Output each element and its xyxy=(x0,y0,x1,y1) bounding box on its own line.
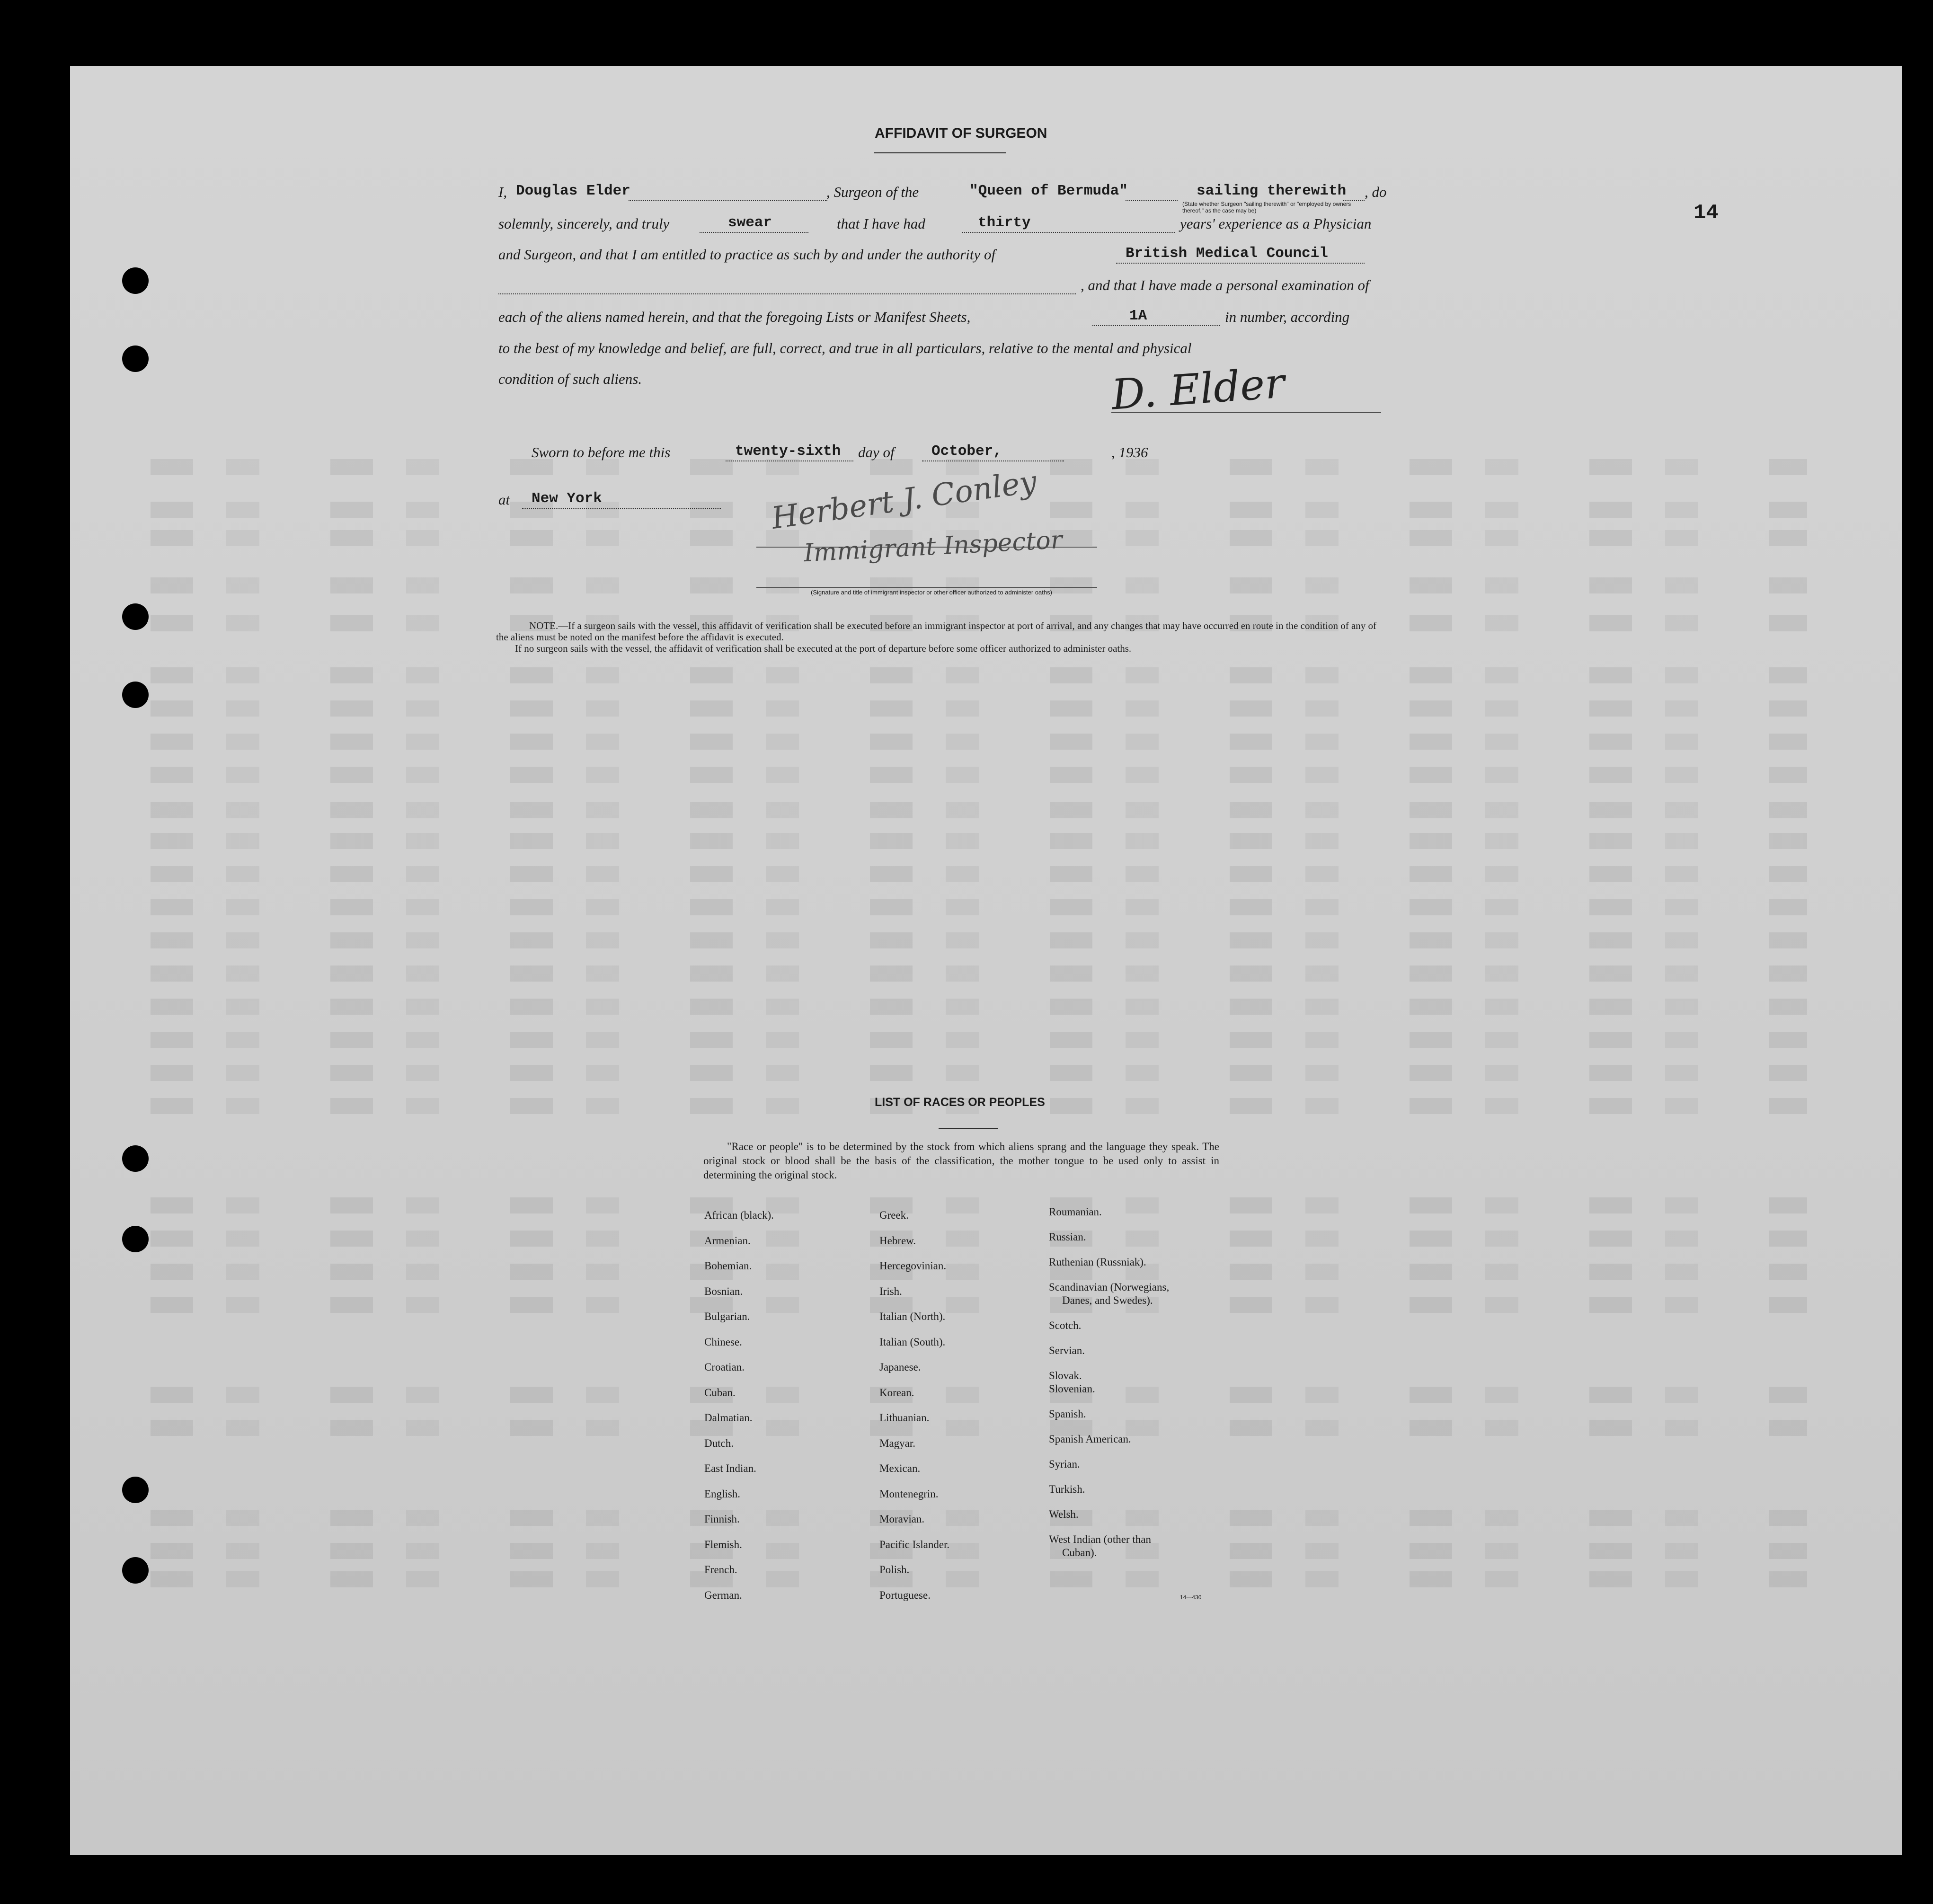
fill-line xyxy=(1126,200,1178,201)
fill-line xyxy=(629,200,827,201)
race-item: Scandinavian (Norwegians, xyxy=(1049,1281,1170,1293)
race-item: Montenegrin. xyxy=(879,1488,939,1500)
bleed-through-row xyxy=(151,667,1807,683)
race-item: Portuguese. xyxy=(879,1589,931,1601)
sworn-day: twenty-sixth xyxy=(735,443,841,460)
punch-hole xyxy=(122,682,149,708)
surgeon-name: Douglas Elder xyxy=(516,183,630,199)
inspector-signature: Herbert J. Conley xyxy=(769,464,1039,536)
race-item: Italian (South). xyxy=(879,1336,946,1348)
bleed-through-row xyxy=(151,1231,1807,1247)
sheet-count: 1A xyxy=(1129,308,1147,324)
inspector-line-2 xyxy=(756,587,1097,588)
title-rule xyxy=(874,152,1006,153)
race-item: English. xyxy=(704,1488,741,1500)
bleed-through-row xyxy=(151,1571,1807,1587)
race-item: Danes, and Swedes). xyxy=(1062,1294,1153,1306)
text-at: at xyxy=(498,491,510,508)
sworn-place: New York xyxy=(532,490,602,507)
race-item: French. xyxy=(704,1564,737,1576)
authority-name: British Medical Council xyxy=(1126,245,1328,262)
race-item: Moravian. xyxy=(879,1513,925,1525)
punch-hole xyxy=(122,345,149,372)
race-item: Scotch. xyxy=(1049,1320,1082,1331)
signature-line xyxy=(1111,412,1381,413)
bleed-through-row xyxy=(151,1387,1807,1403)
race-item: Turkish. xyxy=(1049,1483,1085,1495)
bleed-through-row xyxy=(151,932,1807,948)
text-condition: condition of such aliens. xyxy=(498,371,642,387)
bleed-through-row xyxy=(151,999,1807,1015)
bleed-through-row xyxy=(151,965,1807,982)
bleed-through-row xyxy=(151,767,1807,783)
race-item: Magyar. xyxy=(879,1437,916,1449)
punch-hole xyxy=(122,267,149,294)
race-item: Bohemian. xyxy=(704,1260,752,1272)
inspector-title: Immigrant Inspector xyxy=(803,525,1064,568)
race-item: Cuban). xyxy=(1062,1547,1097,1559)
text-surgeon-of: , Surgeon of the xyxy=(826,184,919,200)
race-item: Bulgarian. xyxy=(704,1311,750,1322)
text-sworn: Sworn to before me this xyxy=(532,444,671,461)
ship-name: "Queen of Bermuda" xyxy=(969,183,1128,199)
race-item: East Indian. xyxy=(704,1462,756,1474)
race-item: African (black). xyxy=(704,1209,774,1221)
note-paragraph-2: If no surgeon sails with the vessel, the affidavit of verification shall be executed at the port of departure before some officer authorized to administer oaths. xyxy=(515,643,1132,654)
note-paragraph-1: NOTE.—If a surgeon sails with the vessel, this affidavit of verification shall be executed before an immigrant inspector at port of arrival, and any changes that may have occurred en route in the condition of any of the aliens must be noted on the manifest before the affidavit is executed. xyxy=(496,620,1377,643)
text-years-experience: years' experience as a Physician xyxy=(1180,215,1372,232)
text-have-had: that I have had xyxy=(837,215,925,232)
race-item: Korean. xyxy=(879,1386,914,1399)
race-item: Finnish. xyxy=(704,1513,740,1525)
bleed-through-row xyxy=(151,700,1807,717)
race-item: Dutch. xyxy=(704,1437,734,1449)
race-item: Cuban. xyxy=(704,1386,736,1399)
sworn-month: October, xyxy=(931,443,1002,460)
race-item: Hebrew. xyxy=(879,1234,916,1247)
page-number: 14 xyxy=(1694,201,1719,225)
bleed-through-row xyxy=(151,802,1807,818)
race-item: Slovenian. xyxy=(1049,1383,1095,1395)
sworn-year: , 1936 xyxy=(1111,444,1148,461)
race-item: Roumanian. xyxy=(1049,1206,1102,1218)
text-personal-exam: , and that I have made a personal examination of xyxy=(1081,277,1369,293)
fill-line xyxy=(498,293,1076,294)
bleed-through-row xyxy=(151,1065,1807,1081)
races-title: LIST OF RACES OR PEOPLES xyxy=(875,1096,1045,1109)
race-item: Servian. xyxy=(1049,1345,1085,1356)
punch-hole xyxy=(122,603,149,630)
text-best-knowledge: to the best of my knowledge and belief, are full, correct, and true in all particulars, relative to the mental and physical xyxy=(498,340,1192,356)
punch-hole xyxy=(122,1145,149,1172)
race-item: West Indian (other than xyxy=(1049,1533,1151,1545)
race-item: Slovak. xyxy=(1049,1370,1082,1382)
race-item: Ruthenian (Russniak). xyxy=(1049,1256,1146,1268)
surgeon-signature: D. Elder xyxy=(1109,358,1286,419)
race-item: Hercegovinian. xyxy=(879,1260,947,1272)
years-experience: thirty xyxy=(978,214,1031,231)
race-item: Japanese. xyxy=(879,1361,921,1373)
race-item: Lithuanian. xyxy=(879,1412,930,1424)
punch-hole xyxy=(122,1477,149,1503)
bleed-through-row xyxy=(151,1264,1807,1280)
race-item: Russian. xyxy=(1049,1231,1086,1243)
sailing-status: sailing therewith xyxy=(1197,183,1347,199)
form-code: 14—430 xyxy=(1180,1594,1202,1601)
punch-hole xyxy=(122,1226,149,1252)
race-item: Bosnian. xyxy=(704,1285,743,1297)
affidavit-title: AFFIDAVIT OF SURGEON xyxy=(875,125,1047,141)
race-item: Mexican. xyxy=(879,1462,921,1474)
bleed-through-row xyxy=(151,734,1807,750)
race-item: Irish. xyxy=(879,1285,902,1297)
punch-hole xyxy=(122,1557,149,1584)
text-in-number: in number, according xyxy=(1225,309,1350,325)
races-intro: "Race or people" is to be determined by the stock from which aliens sprang and the language they speak. The original stock or blood shall be the basis of the classification, the mother tongue to be used only to assist in determining the original stock. xyxy=(703,1141,1219,1181)
bleed-through-row xyxy=(151,1543,1807,1559)
fill-line xyxy=(522,508,721,509)
race-item: Pacific Islander. xyxy=(879,1538,950,1550)
bleed-through-row xyxy=(151,1032,1807,1048)
bleed-through-row xyxy=(151,1510,1807,1526)
race-item: Flemish. xyxy=(704,1538,742,1550)
text-and-surgeon: and Surgeon, and that I am entitled to practice as such by and under the authority of xyxy=(498,246,996,263)
manifest-sheet xyxy=(70,66,1902,1855)
fill-line xyxy=(700,232,808,233)
bleed-through-row xyxy=(151,1197,1807,1213)
race-item: Greek. xyxy=(879,1209,909,1221)
race-item: Armenian. xyxy=(704,1234,751,1247)
text-do: , do xyxy=(1365,184,1387,200)
race-item: Spanish American. xyxy=(1049,1433,1131,1445)
race-item: Italian (North). xyxy=(879,1311,946,1322)
race-item: Welsh. xyxy=(1049,1508,1079,1520)
text-solemnly: solemnly, sincerely, and truly xyxy=(498,215,670,232)
race-item: Syrian. xyxy=(1049,1458,1080,1470)
race-item: Chinese. xyxy=(704,1336,742,1348)
bleed-through-row xyxy=(151,899,1807,915)
fill-line xyxy=(1092,325,1220,326)
race-item: Croatian. xyxy=(704,1361,745,1373)
text-day-of: day of xyxy=(858,444,895,461)
bleed-through-row xyxy=(151,1420,1807,1436)
fill-line xyxy=(1116,263,1365,264)
race-item: Polish. xyxy=(879,1564,910,1576)
race-item: Dalmatian. xyxy=(704,1412,753,1424)
fill-line xyxy=(962,232,1175,233)
bleed-through-row xyxy=(151,1297,1807,1313)
sailing-note: (State whether Surgeon "sailing therewith" or "employed by owners thereof," as the case may be) xyxy=(1182,201,1351,214)
inspector-caption: (Signature and title of immigrant inspector or other officer authorized to administer oaths) xyxy=(811,589,1052,596)
races-rule xyxy=(939,1128,998,1129)
bleed-through-row xyxy=(151,833,1807,849)
text-each-alien: each of the aliens named herein, and that the foregoing Lists or Manifest Sheets, xyxy=(498,309,971,325)
bleed-through-row xyxy=(151,866,1807,882)
oath-word: swear xyxy=(728,214,772,231)
race-item: Spanish. xyxy=(1049,1408,1086,1420)
text-i: I, xyxy=(498,184,507,200)
race-item: German. xyxy=(704,1589,742,1601)
